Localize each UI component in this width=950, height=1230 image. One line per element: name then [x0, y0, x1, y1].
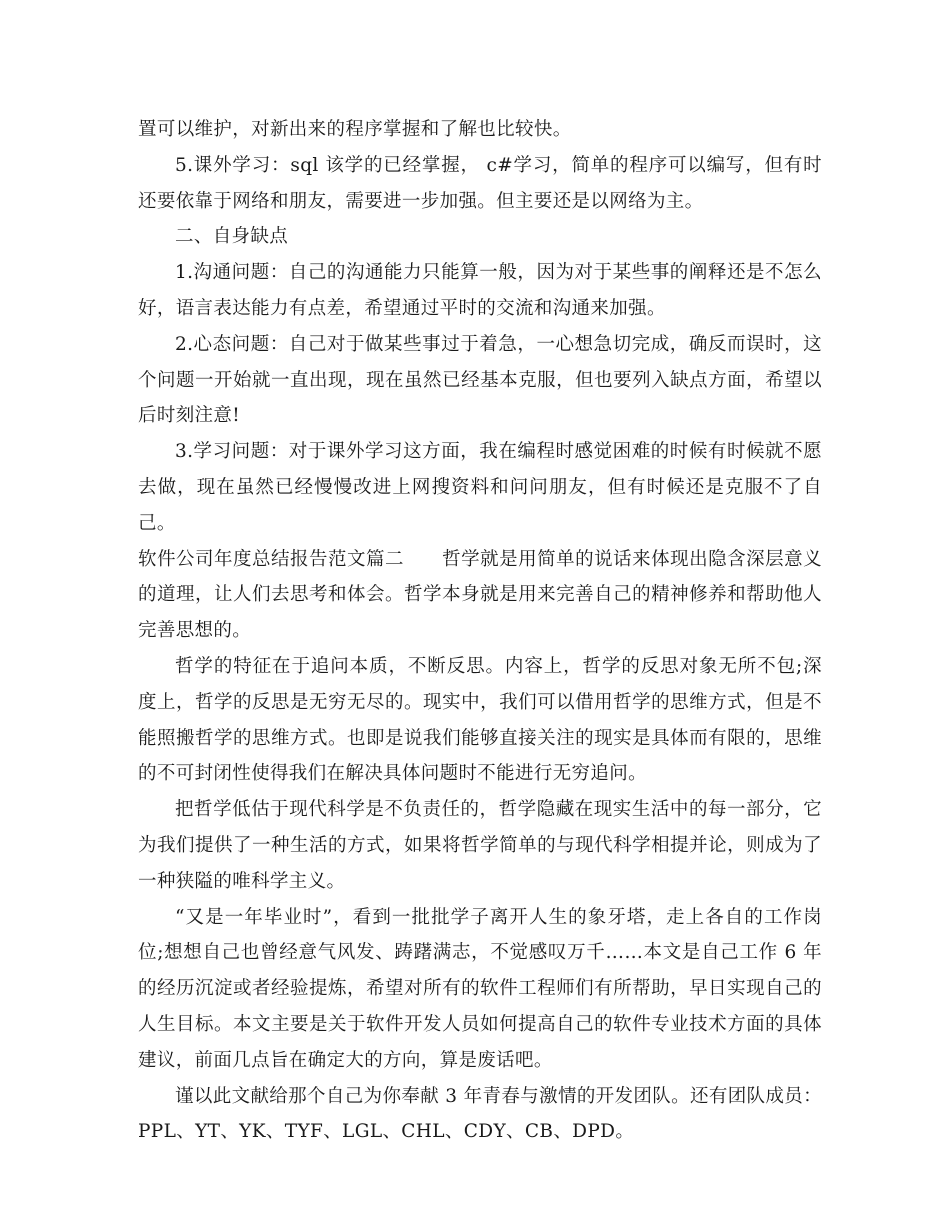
paragraph-article-two-intro: 软件公司年度总结报告范文篇二 哲学就是用简单的说话来体现出隐含深层意义的道理，让人们去思考和体会。哲学本身就是用来完善自己的精神修养和帮助他人完善思想的。 [138, 548, 822, 642]
paragraph-mindset: 2.心态问题：自己对于做某些事过于着急，一心想急切完成，确反而误时，这个问题一开始就一直出现，现在虽然已经基本克服，但也要列入缺点方面，希望以后时刻注意! [138, 333, 822, 427]
paragraph-extracurricular-study: 5.课外学习：sql 该学的已经掌握， c#学习，简单的程序可以编写，但有时还要依靠于网络和朋友，需要进一步加强。但主要还是以网络为主。 [138, 154, 822, 212]
paragraph-philosophy-features: 哲学的特征在于追问本质，不断反思。内容上，哲学的反思对象无所不包;深度上，哲学的反思是无穷无尽的。现实中，我们可以借用哲学的思维方式，但是不能照搬哲学的思维方式。也即是说我们能够直接关注的现实是具体而有限的，思维的不可封闭性使得我们在解决具体问题时不能进行无穷追问。 [138, 655, 822, 785]
section-heading-shortcomings: 二、自身缺点 [175, 226, 289, 248]
paragraph-dedication: 谨以此文献给那个自己为你奉献 3 年青春与激情的开发团队。还有团队成员：PPL、YT、YK、TYF、LGL、CHL、CDY、CB、DPD。 [138, 1085, 822, 1143]
paragraph-learning: 3.学习问题：对于课外学习这方面，我在编程时感觉困难的时候有时候就不愿去做，现在虽然已经慢慢改进上网搜资料和问问朋友，但有时候还是克服不了自己。 [138, 441, 822, 534]
document-body [138, 112, 822, 1150]
paragraph-graduation: “又是一年毕业时”，看到一批批学子离开人生的象牙塔，走上各自的工作岗位;想想自己也曾经意气风发、踌躇满志，不觉感叹万千……本文是自己工作 6 年的经历沉淀或者经验提炼，希望对所有的软件工程师们有所帮助，早日实现自己的人生目标。本文主要是关于软件开发人员如何提高自己的软件专业技术方面的具体建议，前面几点旨在确定大的方向，算是废话吧。 [138, 906, 822, 1071]
paragraph-philosophy-science: 把哲学低估于现代科学是不负责任的，哲学隐藏在现实生活中的每一部分，它为我们提供了一种生活的方式，如果将哲学简单的与现代科学相提并论，则成为了一种狭隘的唯科学主义。 [138, 799, 822, 892]
paragraph-communication: 1.沟通问题：自己的沟通能力只能算一般，因为对于某些事的阐释还是不怎么好，语言表达能力有点差，希望通过平时的交流和沟通来加强。 [138, 262, 822, 319]
paragraph-continuation: 置可以维护，对新出来的程序掌握和了解也比较快。 [138, 119, 572, 140]
